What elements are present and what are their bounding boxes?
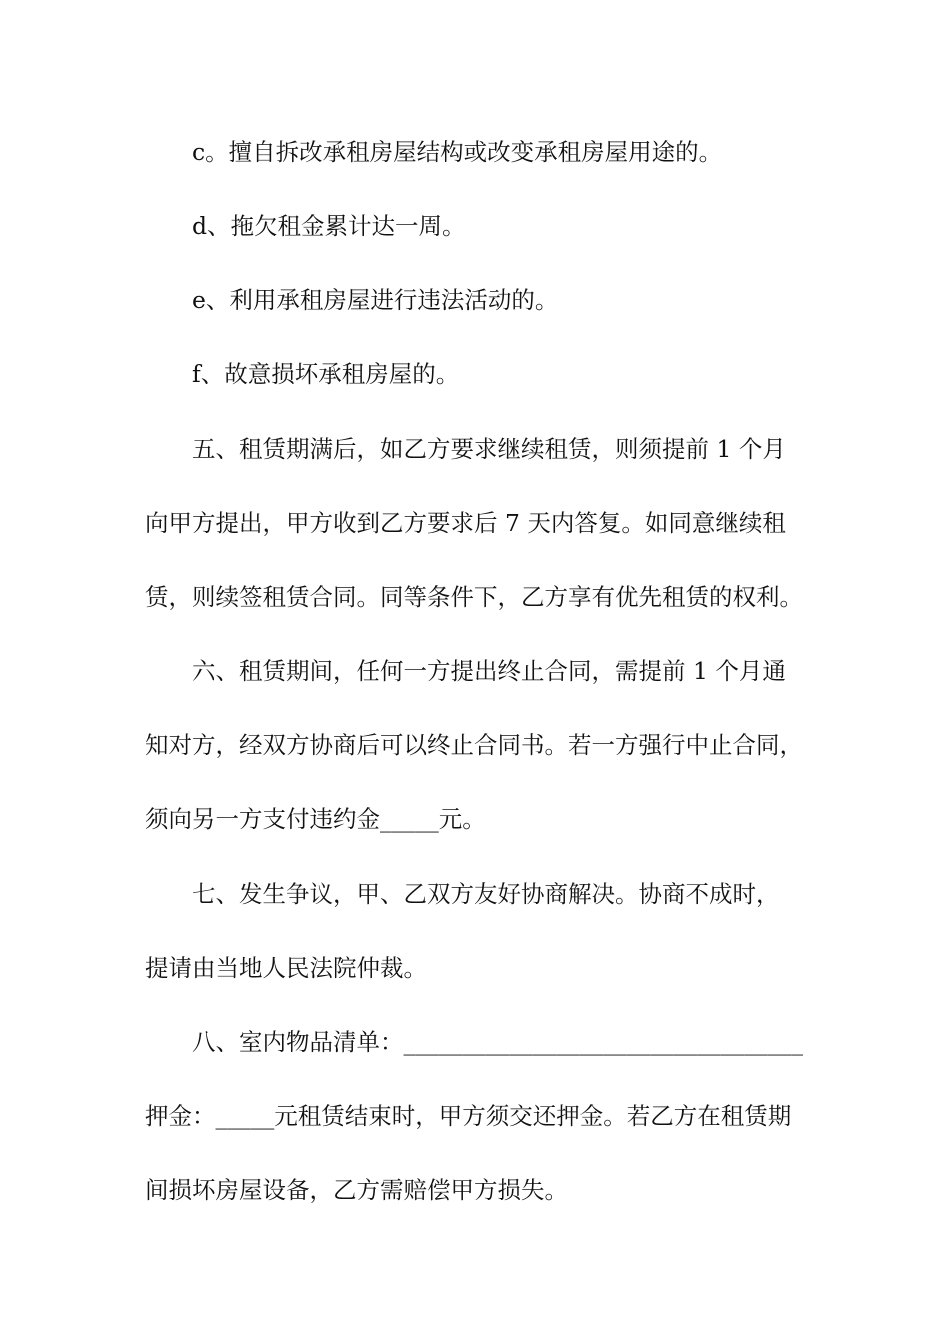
text-line: 提请由当地人民法院仲裁。 [145,954,427,982]
text-line: 赁，则续签租赁合同。同等条件下，乙方享有优先租赁的权利。 [145,583,803,611]
text-line: 知对方，经双方协商后可以终止合同书。若一方强行中止合同， [145,731,803,759]
text-line: 八、室内物品清单：__________________________________ [192,1028,803,1056]
text-line: 向甲方提出，甲方收到乙方要求后 7 天内答复。如同意继续租 [145,509,786,537]
text-line: c。擅自拆改承租房屋结构或改变承租房屋用途的。 [192,138,723,166]
text-line: f、故意损坏承租房屋的。 [192,360,460,388]
text-line: d、拖欠租金累计达一周。 [192,212,466,240]
text-line: 六、租赁期间，任何一方提出终止合同，需提前 1 个月通 [192,657,786,685]
text-line: 七、发生争议，甲、乙双方友好协商解决。协商不成时， [192,880,780,908]
text-line: 间损坏房屋设备，乙方需赔偿甲方损失。 [145,1176,568,1204]
text-line: 须向另一方支付违约金_____元。 [145,805,486,833]
text-line: 押金：_____元租赁结束时，甲方须交还押金。若乙方在租赁期 [145,1102,792,1130]
text-line: e、利用承租房屋进行违法活动的。 [192,286,559,314]
text-line: 五、租赁期满后，如乙方要求继续租赁，则须提前 1 个月 [192,435,786,463]
